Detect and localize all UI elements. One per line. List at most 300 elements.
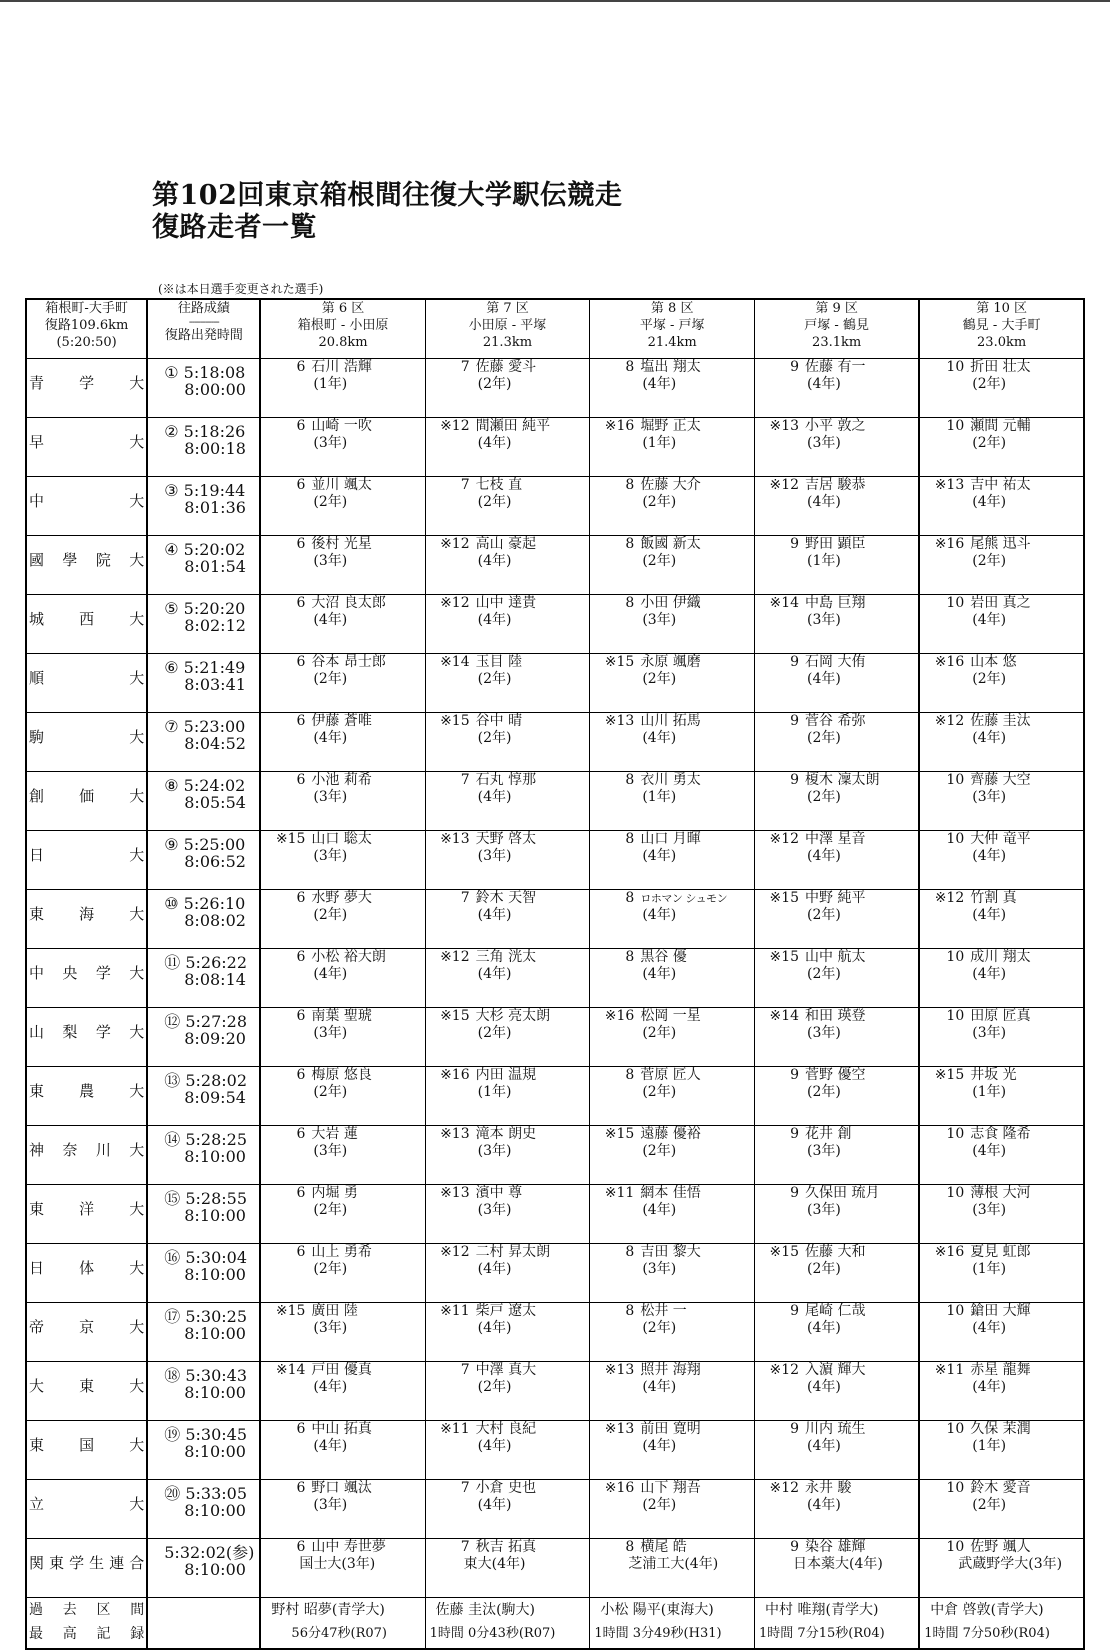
team-char: 大 [129,1259,145,1277]
outbound-time: ⑤ 5:20:20 [164,599,246,618]
runner-grade: (1年) [972,1084,1007,1100]
runner-cell-section-9 [755,1126,920,1185]
runner-name: 田原 匠真 [970,1008,1031,1024]
runner-name: 石岡 大侑 [805,654,866,670]
runner-name: 鈴木 天智 [475,890,537,906]
runner-name: 松井 一 [640,1303,687,1319]
team-char: 大 [29,1377,45,1395]
bib-number: 6 [296,418,306,434]
bib-number: 9 [790,1067,800,1083]
team-char: 大 [129,374,145,392]
top-border-line [0,0,1110,2]
bib-number: 7 [460,477,470,493]
team-char: 東 [49,1554,65,1572]
runner-name: 和田 瑛登 [805,1008,866,1024]
bib-number: ※14 [275,1362,306,1378]
runner-grade: (2年) [313,671,348,687]
bib-number: 8 [625,1303,635,1319]
runner-name: 後村 光星 [311,536,372,552]
return-start-time: 8:02:12 [184,616,246,635]
team-char: 京 [79,1318,95,1336]
runner-cell-section-10 [919,1303,1084,1362]
team-char: 合 [129,1554,145,1572]
record-cell-section-6 [260,1598,425,1650]
runner-cell-section-8 [590,1303,755,1362]
runner-name: 山中 寿世夢 [311,1539,386,1555]
runner-name: 山川 拓馬 [640,713,701,729]
team-name [26,1008,147,1067]
title-line-1: 第102回東京箱根間往復大学駅伝競走 [152,180,623,211]
runner-grade: (2年) [807,730,841,746]
runner-table [25,298,1085,1650]
team-char: 西 [79,610,95,628]
runner-grade: (4年) [477,435,512,451]
runner-cell-section-8 [590,536,755,595]
runner-name: 佐野 颯人 [970,1539,1031,1555]
runner-name: 小松 裕大朗 [311,949,386,965]
team-name [26,1303,147,1362]
outbound-result [147,1362,260,1421]
runner-grade: (2年) [477,1379,512,1395]
runner-cell-section-7 [425,1539,590,1598]
bib-number: ※11 [604,1185,635,1201]
runner-cell-section-9 [755,477,920,536]
runner-grade: 武蔵野学大(3年) [958,1556,1063,1572]
runner-name: 榎木 凜太朗 [805,772,880,788]
bib-number: 6 [296,359,306,375]
runner-name: 滝本 朗史 [475,1126,537,1142]
runner-name: 野口 颯汰 [311,1480,372,1496]
runner-cell-section-6 [260,949,425,1008]
outbound-result [147,890,260,949]
runner-grade: (4年) [642,376,677,392]
bib-number: ※13 [604,1421,635,1437]
runner-name: 戸田 優真 [311,1362,372,1378]
outbound-time: ④ 5:20:02 [164,540,246,559]
runner-grade: (2年) [477,671,512,687]
team-char: 川 [95,1141,111,1159]
runner-grade: (4年) [972,907,1007,923]
runner-grade: (3年) [477,848,512,864]
record-empty-cell [147,1598,260,1650]
runner-name: 石丸 惇那 [475,772,537,788]
runner-cell-section-8 [590,477,755,536]
record-holder: 中倉 啓敦(青学大) [930,1602,1044,1618]
runner-cell-section-6 [260,477,425,536]
runner-name: 佐藤 圭汰 [970,713,1031,729]
runner-cell-section-7 [425,713,590,772]
runner-name: 遠藤 優裕 [640,1126,701,1142]
bib-number: 10 [946,772,965,788]
runner-cell-section-10 [919,418,1084,477]
runner-name: 野田 顕臣 [805,536,866,552]
record-time: 1時間 3分49秒(H31) [594,1626,722,1641]
header-section-9 [755,299,920,359]
outbound-result [147,772,260,831]
team-char: 大 [129,787,145,805]
bib-number: ※13 [440,1126,470,1142]
runner-name: 佐藤 有一 [805,359,866,375]
runner-cell-section-6 [260,1362,425,1421]
team-char: 東 [79,1377,95,1395]
runner-cell-section-8 [590,1480,755,1539]
team-char: 神 [29,1141,45,1159]
team-name [26,477,147,536]
runner-grade: (3年) [313,1143,348,1159]
return-start-time: 8:09:54 [184,1088,246,1107]
team-char: 学 [95,1023,111,1041]
header-section-7 [425,299,590,359]
runner-name: 小田 伊織 [640,595,701,611]
table-row [26,477,1084,536]
bib-number: 9 [790,654,800,670]
runner-grade: (4年) [477,1438,512,1454]
header-result-divider: ----------- [188,315,219,328]
team-name [26,536,147,595]
record-cell-section-9 [755,1598,920,1650]
runner-cell-section-9 [755,359,920,418]
runner-grade: (1年) [313,376,348,392]
runner-cell-section-7 [425,595,590,654]
outbound-time: ⑱ 5:30:43 [164,1366,248,1385]
team-name [26,1126,147,1185]
team-char: 大 [129,1141,145,1159]
table-row [26,654,1084,713]
bib-number: 6 [296,890,306,906]
bib-number: ※13 [440,831,470,847]
team-char: 城 [29,610,45,628]
runner-cell-section-9 [755,831,920,890]
runner-name: 水野 夢大 [311,890,372,906]
team-name [26,831,147,890]
runner-cell-section-6 [260,595,425,654]
team-char: 大 [129,433,145,451]
table-row [26,831,1084,890]
record-label-char: 間 [130,1602,145,1618]
team-char: 大 [129,1495,145,1513]
runner-name: 山口 聡太 [311,831,372,847]
runner-cell-section-6 [260,831,425,890]
runner-grade: (3年) [807,1025,841,1041]
runner-name: 中島 巨翔 [805,595,866,611]
runner-grade: (4年) [313,612,348,628]
record-holder: 野村 昭夢(青学大) [271,1602,385,1618]
runner-grade: (3年) [477,1143,512,1159]
runner-grade: (3年) [972,1202,1007,1218]
runner-cell-section-7 [425,949,590,1008]
team-char: 海 [79,905,95,923]
runner-grade: (1年) [642,435,677,451]
runner-grade: (4年) [642,848,677,864]
runner-name: 山口 月暉 [640,831,701,847]
outbound-time: ⑮ 5:28:55 [164,1189,248,1208]
team-char: 中 [29,492,45,510]
bib-number: 10 [946,1480,965,1496]
table-row [26,595,1084,654]
runner-name: 網本 佳悟 [640,1185,701,1201]
runner-cell-section-8 [590,1185,755,1244]
header-section-route: 箱根町 - 小田原 [297,318,389,333]
team-char: 駒 [29,728,45,746]
team-char: 創 [29,787,45,805]
outbound-result [147,1008,260,1067]
runner-cell-section-9 [755,1362,920,1421]
bib-number: ※15 [769,1244,800,1260]
runner-name: 前田 寛明 [640,1421,701,1437]
return-start-time: 8:01:54 [184,557,246,576]
runner-grade: (3年) [313,1320,348,1336]
bib-number: ※12 [769,1362,800,1378]
outbound-result [147,1244,260,1303]
runner-cell-section-10 [919,359,1084,418]
runner-name: 中澤 真大 [475,1362,537,1378]
runner-grade: (3年) [313,435,348,451]
runner-cell-section-6 [260,1008,425,1067]
bib-number: 6 [296,1067,306,1083]
runner-cell-section-6 [260,359,425,418]
record-holder: 小松 陽平(東海大) [600,1602,714,1618]
team-char: 國 [29,551,45,569]
runner-name: 内田 温規 [475,1067,537,1083]
runner-cell-section-8 [590,359,755,418]
bib-number: 6 [296,1480,306,1496]
runner-name: ロホマン シュモン [640,892,728,905]
return-start-time: 8:10:00 [184,1147,246,1166]
bib-number: ※15 [769,890,800,906]
runner-grade: (1年) [972,1438,1007,1454]
runner-name: 尾熊 迅斗 [970,536,1031,552]
runner-grade: (4年) [807,494,841,510]
runner-cell-section-8 [590,1067,755,1126]
runner-name: 山中 航太 [805,949,866,965]
runner-grade: (3年) [313,1497,348,1513]
runner-name: 永原 颯磨 [640,654,701,670]
bib-number: ※12 [440,418,470,434]
header-result [147,299,260,359]
header-course-line1: 箱根町-大手町 [45,301,128,316]
runner-name: 高山 豪起 [475,536,537,552]
runner-cell-section-9 [755,418,920,477]
team-char: 生 [89,1554,105,1572]
runner-cell-section-6 [260,1480,425,1539]
runner-cell-section-7 [425,1126,590,1185]
runner-name: 菅野 優空 [805,1067,866,1083]
runner-grade: (4年) [972,1143,1007,1159]
runner-name: 中山 拓真 [311,1421,372,1437]
bib-number: 6 [296,772,306,788]
team-char: 梨 [62,1023,78,1041]
table-row [26,1067,1084,1126]
bib-number: ※13 [604,713,635,729]
runner-name: 山崎 一吹 [311,418,372,434]
bib-number: 10 [946,1303,965,1319]
bib-number: ※15 [275,1303,306,1319]
table-row [26,713,1084,772]
runner-name: 竹割 真 [970,890,1017,906]
runner-name: 薄根 大河 [970,1185,1031,1201]
runner-name: 大岩 蓮 [311,1126,358,1142]
bib-number: 8 [625,1539,635,1555]
runner-name: 間瀬田 純平 [475,418,551,434]
runner-name: 久保田 琉月 [805,1185,880,1201]
runner-cell-section-8 [590,831,755,890]
runner-grade: (1年) [972,1261,1007,1277]
runner-grade: (4年) [807,1320,841,1336]
runner-grade: (2年) [642,1084,677,1100]
runner-cell-section-7 [425,1185,590,1244]
runner-cell-section-8 [590,1362,755,1421]
runner-grade: (3年) [642,1261,677,1277]
bib-number: ※16 [604,418,635,434]
runner-cell-section-10 [919,831,1084,890]
bib-number: 6 [296,1539,306,1555]
runner-name: 岩田 真之 [970,595,1031,611]
team-name [26,595,147,654]
bib-number: 7 [460,1480,470,1496]
header-section-dist: 23.1km [812,335,862,350]
header-section-10 [919,299,1084,359]
outbound-result [147,418,260,477]
bib-number: 8 [625,536,635,552]
runner-name: 小平 敦之 [805,418,866,434]
runner-grade: (3年) [313,553,348,569]
header-course-line3: (5:20:50) [56,335,117,350]
runner-grade: (4年) [807,671,841,687]
runner-cell-section-8 [590,772,755,831]
runner-name: 吉田 黎大 [640,1244,701,1260]
header-section-dist: 21.3km [482,335,533,350]
team-char: 大 [129,1436,145,1454]
bib-number: 9 [790,1126,800,1142]
outbound-time: ⑦ 5:23:00 [164,717,246,736]
outbound-result [147,1126,260,1185]
runner-cell-section-10 [919,654,1084,713]
runner-grade: (2年) [477,376,512,392]
bib-number: 9 [790,1303,800,1319]
runner-grade: (3年) [313,1025,348,1041]
return-start-time: 8:00:18 [184,439,246,458]
runner-name: 横尾 皓 [640,1539,687,1555]
bib-number: ※12 [440,536,470,552]
runner-name: 大村 良紀 [475,1421,537,1437]
outbound-time: ⑳ 5:33:05 [164,1484,248,1503]
table-row [26,1185,1084,1244]
team-char: 中 [29,964,45,982]
runner-grade: (2年) [807,966,841,982]
runner-name: 大沼 良太郎 [311,595,386,611]
runner-name: 大仲 竜平 [970,831,1031,847]
team-name [26,654,147,713]
runner-name: 川内 琉生 [805,1421,866,1437]
runner-name: 照井 海翔 [640,1362,701,1378]
runner-cell-section-8 [590,418,755,477]
runner-name: 二村 昇太朗 [475,1244,551,1260]
team-name [26,1480,147,1539]
team-char: 大 [129,1082,145,1100]
runner-name: 松岡 一星 [640,1008,701,1024]
runner-grade: 東大(4年) [463,1556,526,1572]
runner-grade: (2年) [642,1497,677,1513]
outbound-time: ⑪ 5:26:22 [164,953,248,972]
bib-number: 8 [625,831,635,847]
runner-cell-section-10 [919,1539,1084,1598]
runner-name: 梅原 悠良 [311,1067,372,1083]
header-section-route: 戸塚 - 鶴見 [804,318,869,333]
bib-number: 9 [790,536,800,552]
bib-number: ※16 [604,1480,635,1496]
runner-grade: (4年) [972,494,1007,510]
runner-cell-section-10 [919,713,1084,772]
header-section-dist: 23.0km [977,335,1027,350]
runner-cell-section-6 [260,1244,425,1303]
runner-cell-section-9 [755,1421,920,1480]
record-label-char: 録 [130,1626,145,1642]
runner-grade: (4年) [477,1320,512,1336]
runner-grade: (4年) [807,1497,841,1513]
outbound-time: 5:32:02(参) [164,1543,255,1562]
runner-grade: (4年) [642,907,677,923]
bib-number: 7 [460,772,470,788]
runner-grade: (4年) [972,730,1007,746]
bib-number: 10 [946,595,965,611]
runner-cell-section-9 [755,949,920,1008]
runner-cell-section-10 [919,1008,1084,1067]
runner-cell-section-9 [755,772,920,831]
runner-cell-section-7 [425,654,590,713]
header-result-line1: 往路成績 [177,301,230,316]
record-cell-section-7 [425,1598,590,1650]
runner-grade: (2年) [642,553,677,569]
runner-grade: (2年) [313,494,348,510]
bib-number: 6 [296,1185,306,1201]
runner-grade: (3年) [972,1025,1007,1041]
return-start-time: 8:01:36 [184,498,246,517]
runner-cell-section-8 [590,890,755,949]
bib-number: ※15 [769,949,800,965]
bib-number: ※15 [934,1067,965,1083]
runner-cell-section-10 [919,890,1084,949]
runner-cell-section-8 [590,595,755,654]
team-name [26,418,147,477]
runner-name: 黒谷 優 [640,949,687,965]
header-section-dist: 21.4km [647,335,697,350]
team-name [26,359,147,418]
runner-grade: (3年) [313,848,348,864]
runner-cell-section-7 [425,1008,590,1067]
bib-number: 8 [625,1244,635,1260]
table-row [26,418,1084,477]
outbound-result [147,1421,260,1480]
bib-number: ※13 [934,477,965,493]
runner-grade: (2年) [642,671,677,687]
record-cell-section-8 [590,1598,755,1650]
outbound-result [147,713,260,772]
bib-number: 7 [460,1539,470,1555]
runner-name: 菅谷 希弥 [805,713,866,729]
bib-number: 10 [946,1421,965,1437]
runner-name: 佐藤 大介 [640,477,701,493]
runner-name: 南葉 聖琥 [311,1008,372,1024]
team-char: 順 [29,669,45,687]
runner-cell-section-8 [590,1126,755,1185]
team-name [26,1539,147,1598]
runner-cell-section-7 [425,890,590,949]
return-start-time: 8:10:00 [184,1324,246,1343]
record-time: 56分47秒(R07) [291,1626,387,1641]
runner-cell-section-7 [425,1244,590,1303]
runner-grade: (2年) [642,494,677,510]
runner-grade: (4年) [477,1497,512,1513]
